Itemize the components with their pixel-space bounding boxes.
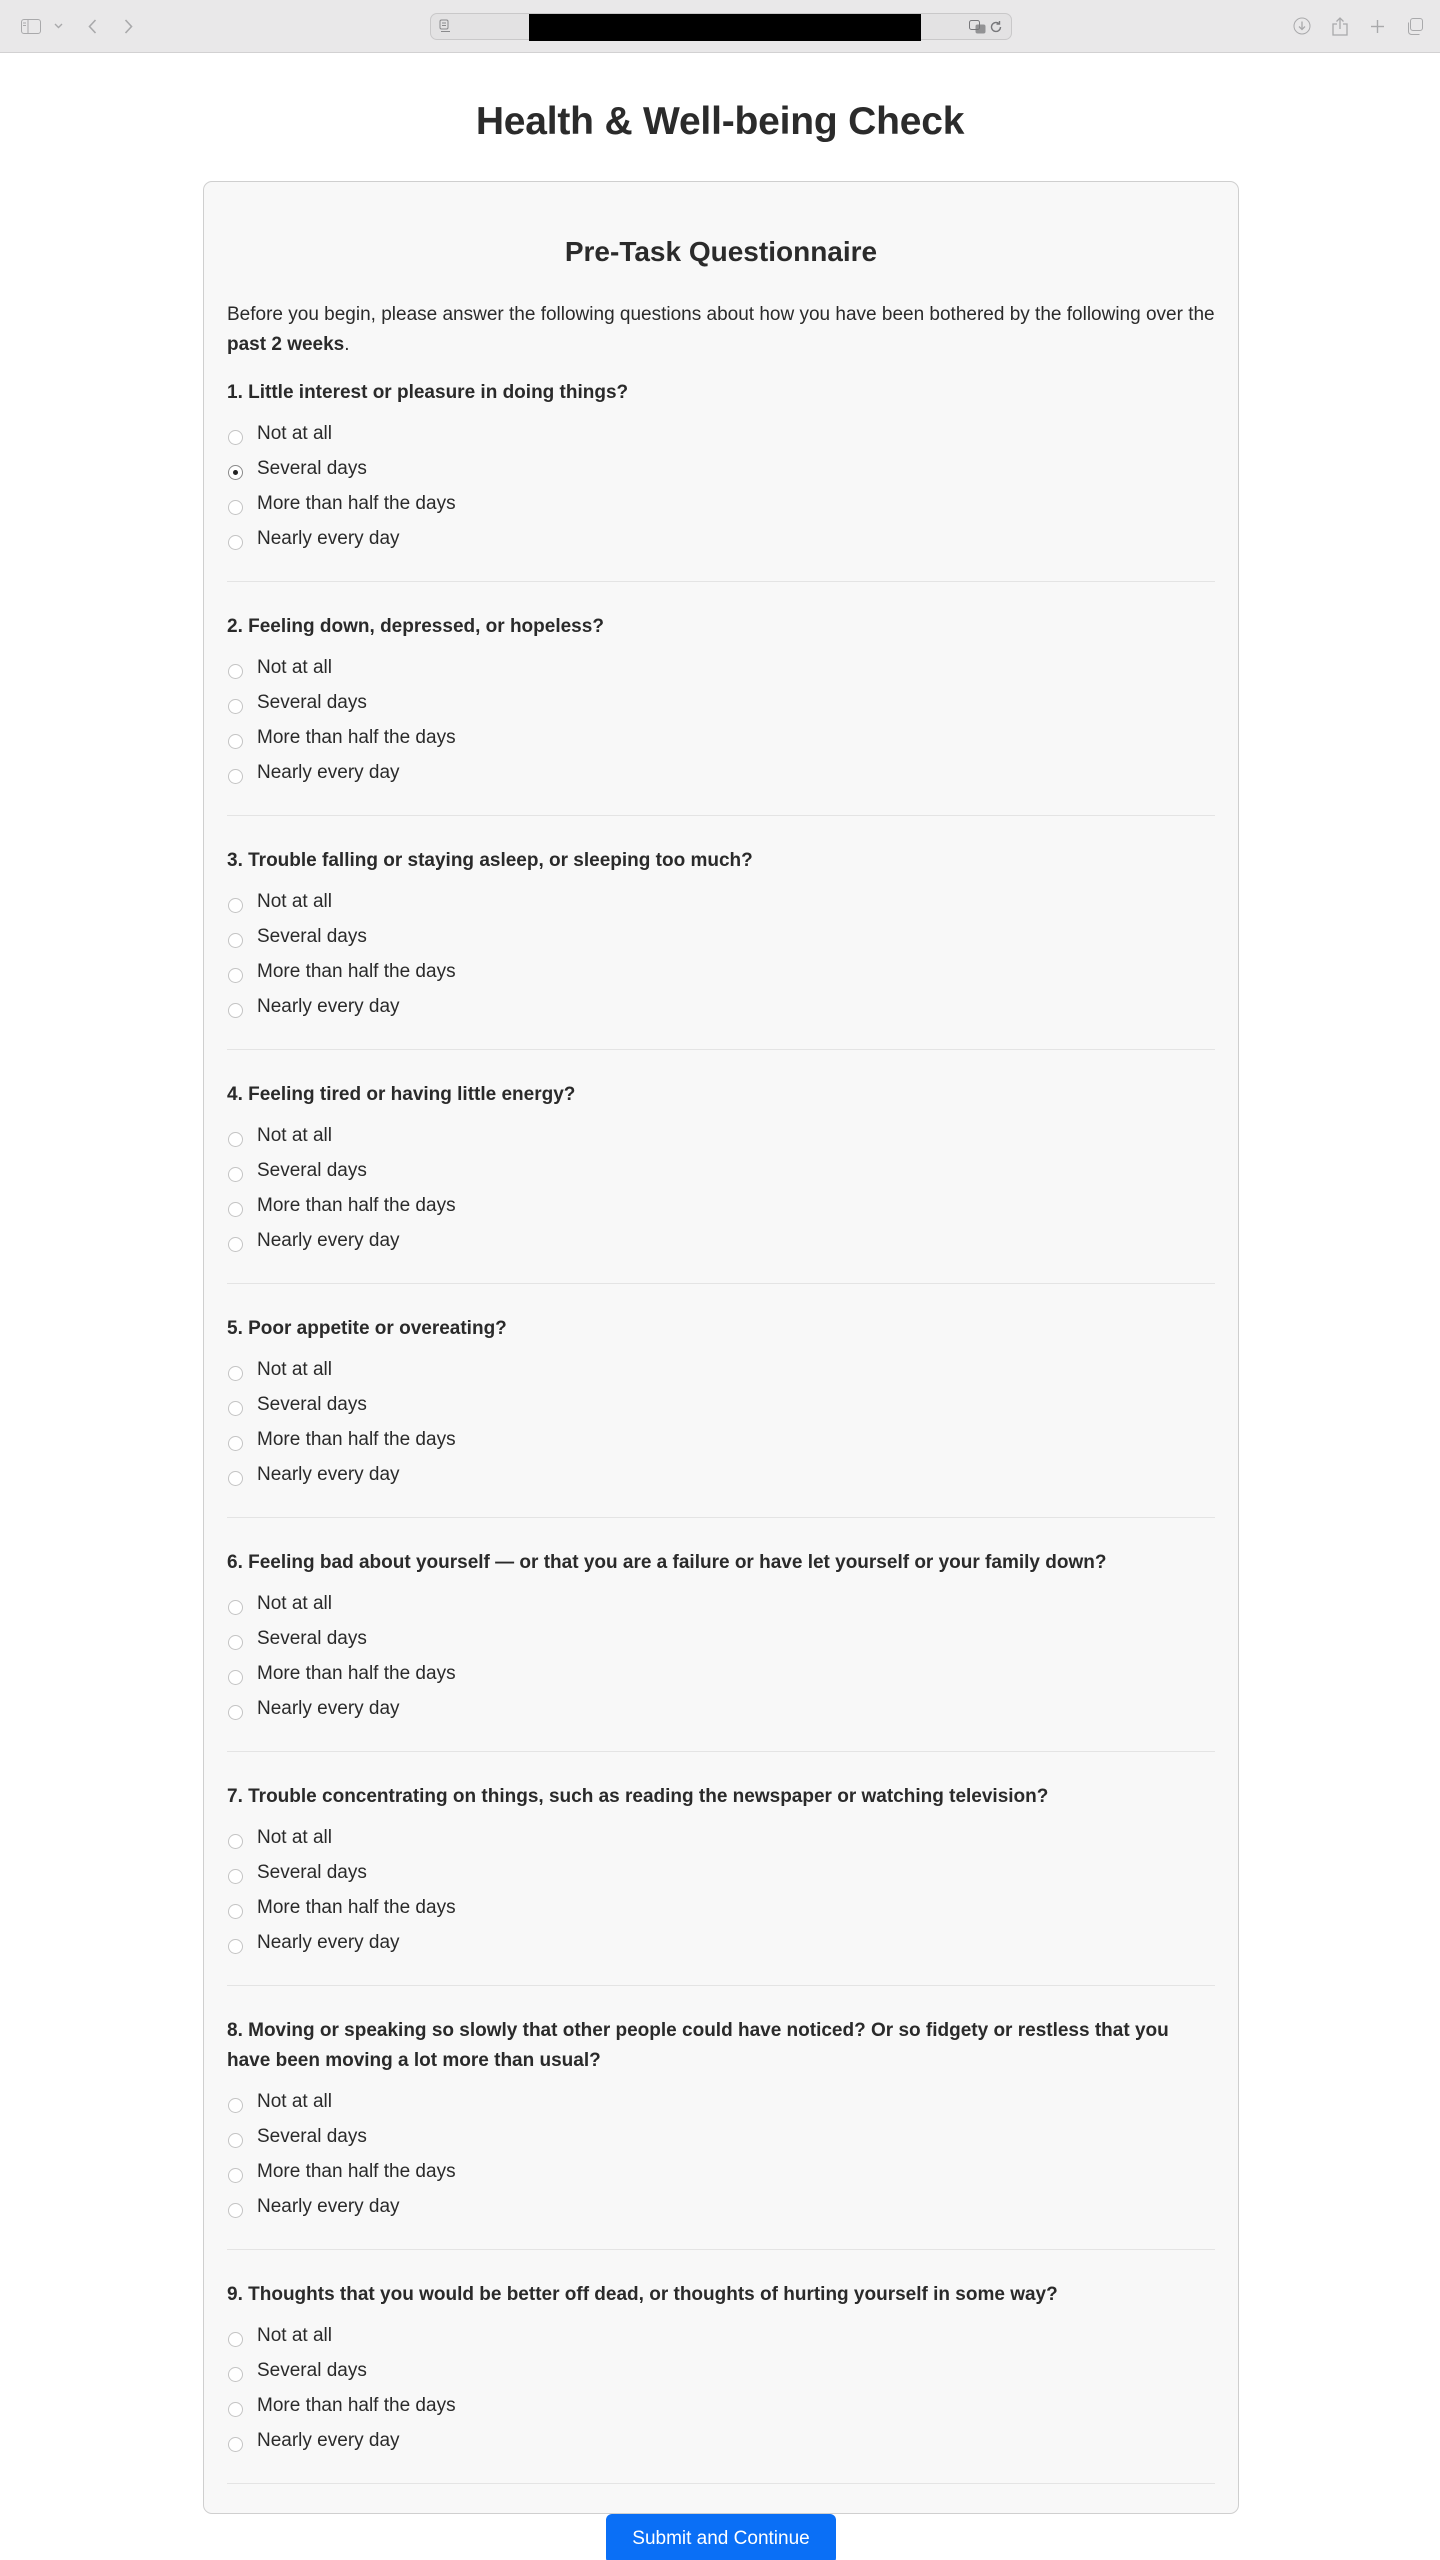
question-text: 1. Little interest or pleasure in doing things? (227, 382, 629, 403)
option-row[interactable] (227, 1621, 1215, 1656)
back-icon[interactable] (84, 13, 100, 39)
option-label: Several days (257, 2125, 367, 2147)
browser-toolbar (0, 0, 1440, 53)
submit-button[interactable]: Submit and Continue (606, 2514, 836, 2560)
option-label: More than half the days (257, 492, 456, 514)
question-text: 9. Thoughts that you would be better off dead, or thoughts of hurting yourself in some way? (227, 2284, 1058, 2305)
option-label: Nearly every day (257, 527, 400, 549)
question-text: 7. Trouble concentrating on things, such as reading the newspaper or watching television? (227, 1786, 1049, 1807)
translate-icon[interactable] (969, 20, 986, 39)
option-row[interactable] (227, 2353, 1215, 2388)
radio-button[interactable] (228, 933, 243, 948)
forward-icon[interactable] (120, 13, 136, 39)
radio-button[interactable] (228, 1869, 243, 1884)
option-row[interactable] (227, 2119, 1215, 2154)
option-row[interactable] (227, 1586, 1215, 1621)
question-6 (227, 1548, 1215, 1752)
radio-button[interactable] (228, 1436, 243, 1451)
option-label: Several days (257, 1627, 367, 1649)
question-text: 3. Trouble falling or staying asleep, or sleeping too much? (227, 850, 753, 871)
option-label: Nearly every day (257, 761, 400, 783)
option-row[interactable] (227, 2189, 1215, 2224)
option-row[interactable] (227, 720, 1215, 755)
question-9 (227, 2280, 1215, 2484)
option-row[interactable] (227, 2084, 1215, 2119)
question-1 (227, 378, 1215, 582)
question-list (227, 378, 1215, 2484)
option-row[interactable] (227, 1925, 1215, 1960)
question-text: 8. Moving or speaking so slowly that other people could have noticed? Or so fidgety or restless that you have been moving a lot more than usual? (227, 2020, 1169, 2071)
question-text: 6. Feeling bad about yourself — or that you are a failure or have let yourself or your family down? (227, 1552, 1107, 1573)
option-label: Not at all (257, 1358, 332, 1380)
option-label: Several days (257, 457, 367, 479)
option-label: Nearly every day (257, 1229, 400, 1251)
radio-button[interactable] (228, 2098, 243, 2113)
option-label: Not at all (257, 1124, 332, 1146)
option-row[interactable] (227, 1387, 1215, 1422)
option-row[interactable] (227, 755, 1215, 790)
option-row[interactable] (227, 1352, 1215, 1387)
radio-button[interactable] (228, 1600, 243, 1615)
option-row[interactable] (227, 1153, 1215, 1188)
option-row[interactable] (227, 1890, 1215, 1925)
option-label: Not at all (257, 1826, 332, 1848)
redacted-url (529, 14, 921, 41)
radio-button[interactable] (228, 2332, 243, 2347)
radio-button[interactable] (228, 2168, 243, 2183)
radio-button[interactable] (228, 664, 243, 679)
option-label: Not at all (257, 890, 332, 912)
download-icon[interactable] (1292, 13, 1312, 39)
question-7 (227, 1782, 1215, 1986)
option-row[interactable] (227, 1188, 1215, 1223)
option-row[interactable] (227, 2388, 1215, 2423)
radio-button[interactable] (228, 898, 243, 913)
plus-icon[interactable] (1367, 13, 1387, 39)
radio-button[interactable] (228, 2437, 243, 2452)
question-text: 2. Feeling down, depressed, or hopeless? (227, 616, 604, 637)
option-label: Several days (257, 1861, 367, 1883)
option-label: More than half the days (257, 1662, 456, 1684)
option-label: Nearly every day (257, 2195, 400, 2217)
intro-suffix: . (344, 334, 350, 355)
radio-button[interactable] (228, 1401, 243, 1416)
tabs-icon[interactable] (1404, 13, 1424, 39)
radio-button[interactable] (228, 769, 243, 784)
questionnaire-title: Pre-Task Questionnaire (564, 236, 878, 267)
option-label: Nearly every day (257, 1463, 400, 1485)
option-row[interactable] (227, 2318, 1215, 2353)
option-label: Nearly every day (257, 995, 400, 1017)
option-label: Not at all (257, 2090, 332, 2112)
option-label: Not at all (257, 1592, 332, 1614)
radio-button[interactable] (228, 1237, 243, 1252)
radio-button[interactable] (228, 430, 243, 445)
reload-icon[interactable] (989, 20, 1003, 39)
option-row[interactable] (227, 989, 1215, 1024)
submit-area (227, 2514, 1215, 2560)
radio-button[interactable] (228, 1132, 243, 1147)
option-label: Not at all (257, 422, 332, 444)
option-label: Not at all (257, 2324, 332, 2346)
option-row[interactable] (227, 486, 1215, 521)
radio-button[interactable] (228, 2203, 243, 2218)
option-label: Several days (257, 691, 367, 713)
question-text: 5. Poor appetite or overeating? (227, 1318, 507, 1339)
radio-button[interactable] (228, 2402, 243, 2417)
option-row[interactable] (227, 884, 1215, 919)
question-2 (227, 612, 1215, 816)
question-8 (227, 2016, 1215, 2250)
option-row[interactable] (227, 1118, 1215, 1153)
radio-button[interactable] (228, 1939, 243, 1954)
intro-text (227, 300, 1215, 360)
radio-button[interactable] (228, 500, 243, 515)
radio-button[interactable] (228, 465, 243, 480)
option-label: More than half the days (257, 1428, 456, 1450)
sidebar-icon[interactable] (20, 13, 42, 39)
option-label: Several days (257, 2359, 367, 2381)
radio-button[interactable] (228, 1167, 243, 1182)
questionnaire-card (203, 181, 1239, 2549)
intro-bold: past 2 weeks (227, 334, 345, 355)
radio-button[interactable] (228, 1670, 243, 1685)
option-row[interactable] (227, 1820, 1215, 1855)
question-4 (227, 1080, 1215, 1284)
intro-prefix: Before you begin, please answer the following questions about how you have been bothered by the following over the (227, 304, 1215, 325)
question-text: 4. Feeling tired or having little energy? (227, 1084, 576, 1105)
option-label: Nearly every day (257, 1697, 400, 1719)
option-label: Several days (257, 1393, 367, 1415)
question-5 (227, 1314, 1215, 1518)
option-row[interactable] (227, 521, 1215, 556)
radio-button[interactable] (228, 2133, 243, 2148)
radio-button[interactable] (228, 968, 243, 983)
page-title: Health & Well-being Check (475, 100, 965, 143)
option-label: More than half the days (257, 960, 456, 982)
radio-button[interactable] (228, 699, 243, 714)
radio-button[interactable] (228, 1471, 243, 1486)
option-row[interactable] (227, 416, 1215, 451)
radio-button[interactable] (228, 734, 243, 749)
radio-button[interactable] (228, 1904, 243, 1919)
page-icon (439, 19, 452, 38)
option-row[interactable] (227, 2423, 1215, 2458)
option-row[interactable] (227, 954, 1215, 989)
option-label: More than half the days (257, 726, 456, 748)
option-row[interactable] (227, 685, 1215, 720)
option-row[interactable] (227, 1457, 1215, 1492)
option-label: Several days (257, 925, 367, 947)
option-row[interactable] (227, 1691, 1215, 1726)
option-label: More than half the days (257, 2160, 456, 2182)
option-label: More than half the days (257, 1194, 456, 1216)
radio-button[interactable] (228, 535, 243, 550)
option-row[interactable] (227, 1855, 1215, 1890)
question-3 (227, 846, 1215, 1050)
option-label: More than half the days (257, 1896, 456, 1918)
option-label: Not at all (257, 656, 332, 678)
option-label: Nearly every day (257, 1931, 400, 1953)
option-row[interactable] (227, 451, 1215, 486)
option-row[interactable] (227, 1422, 1215, 1457)
option-row[interactable] (227, 2154, 1215, 2189)
option-row[interactable] (227, 1223, 1215, 1258)
option-label: Several days (257, 1159, 367, 1181)
radio-button[interactable] (228, 1705, 243, 1720)
option-label: Nearly every day (257, 2429, 400, 2451)
radio-button[interactable] (228, 1834, 243, 1849)
radio-button[interactable] (228, 1635, 243, 1650)
share-icon[interactable] (1330, 13, 1350, 39)
radio-button[interactable] (228, 2367, 243, 2382)
chevron-down-icon[interactable] (52, 13, 64, 39)
radio-button[interactable] (228, 1202, 243, 1217)
radio-button[interactable] (228, 1366, 243, 1381)
option-row[interactable] (227, 919, 1215, 954)
option-label: More than half the days (257, 2394, 456, 2416)
radio-button[interactable] (228, 1003, 243, 1018)
option-row[interactable] (227, 1656, 1215, 1691)
address-bar[interactable] (430, 13, 1012, 40)
option-row[interactable] (227, 650, 1215, 685)
